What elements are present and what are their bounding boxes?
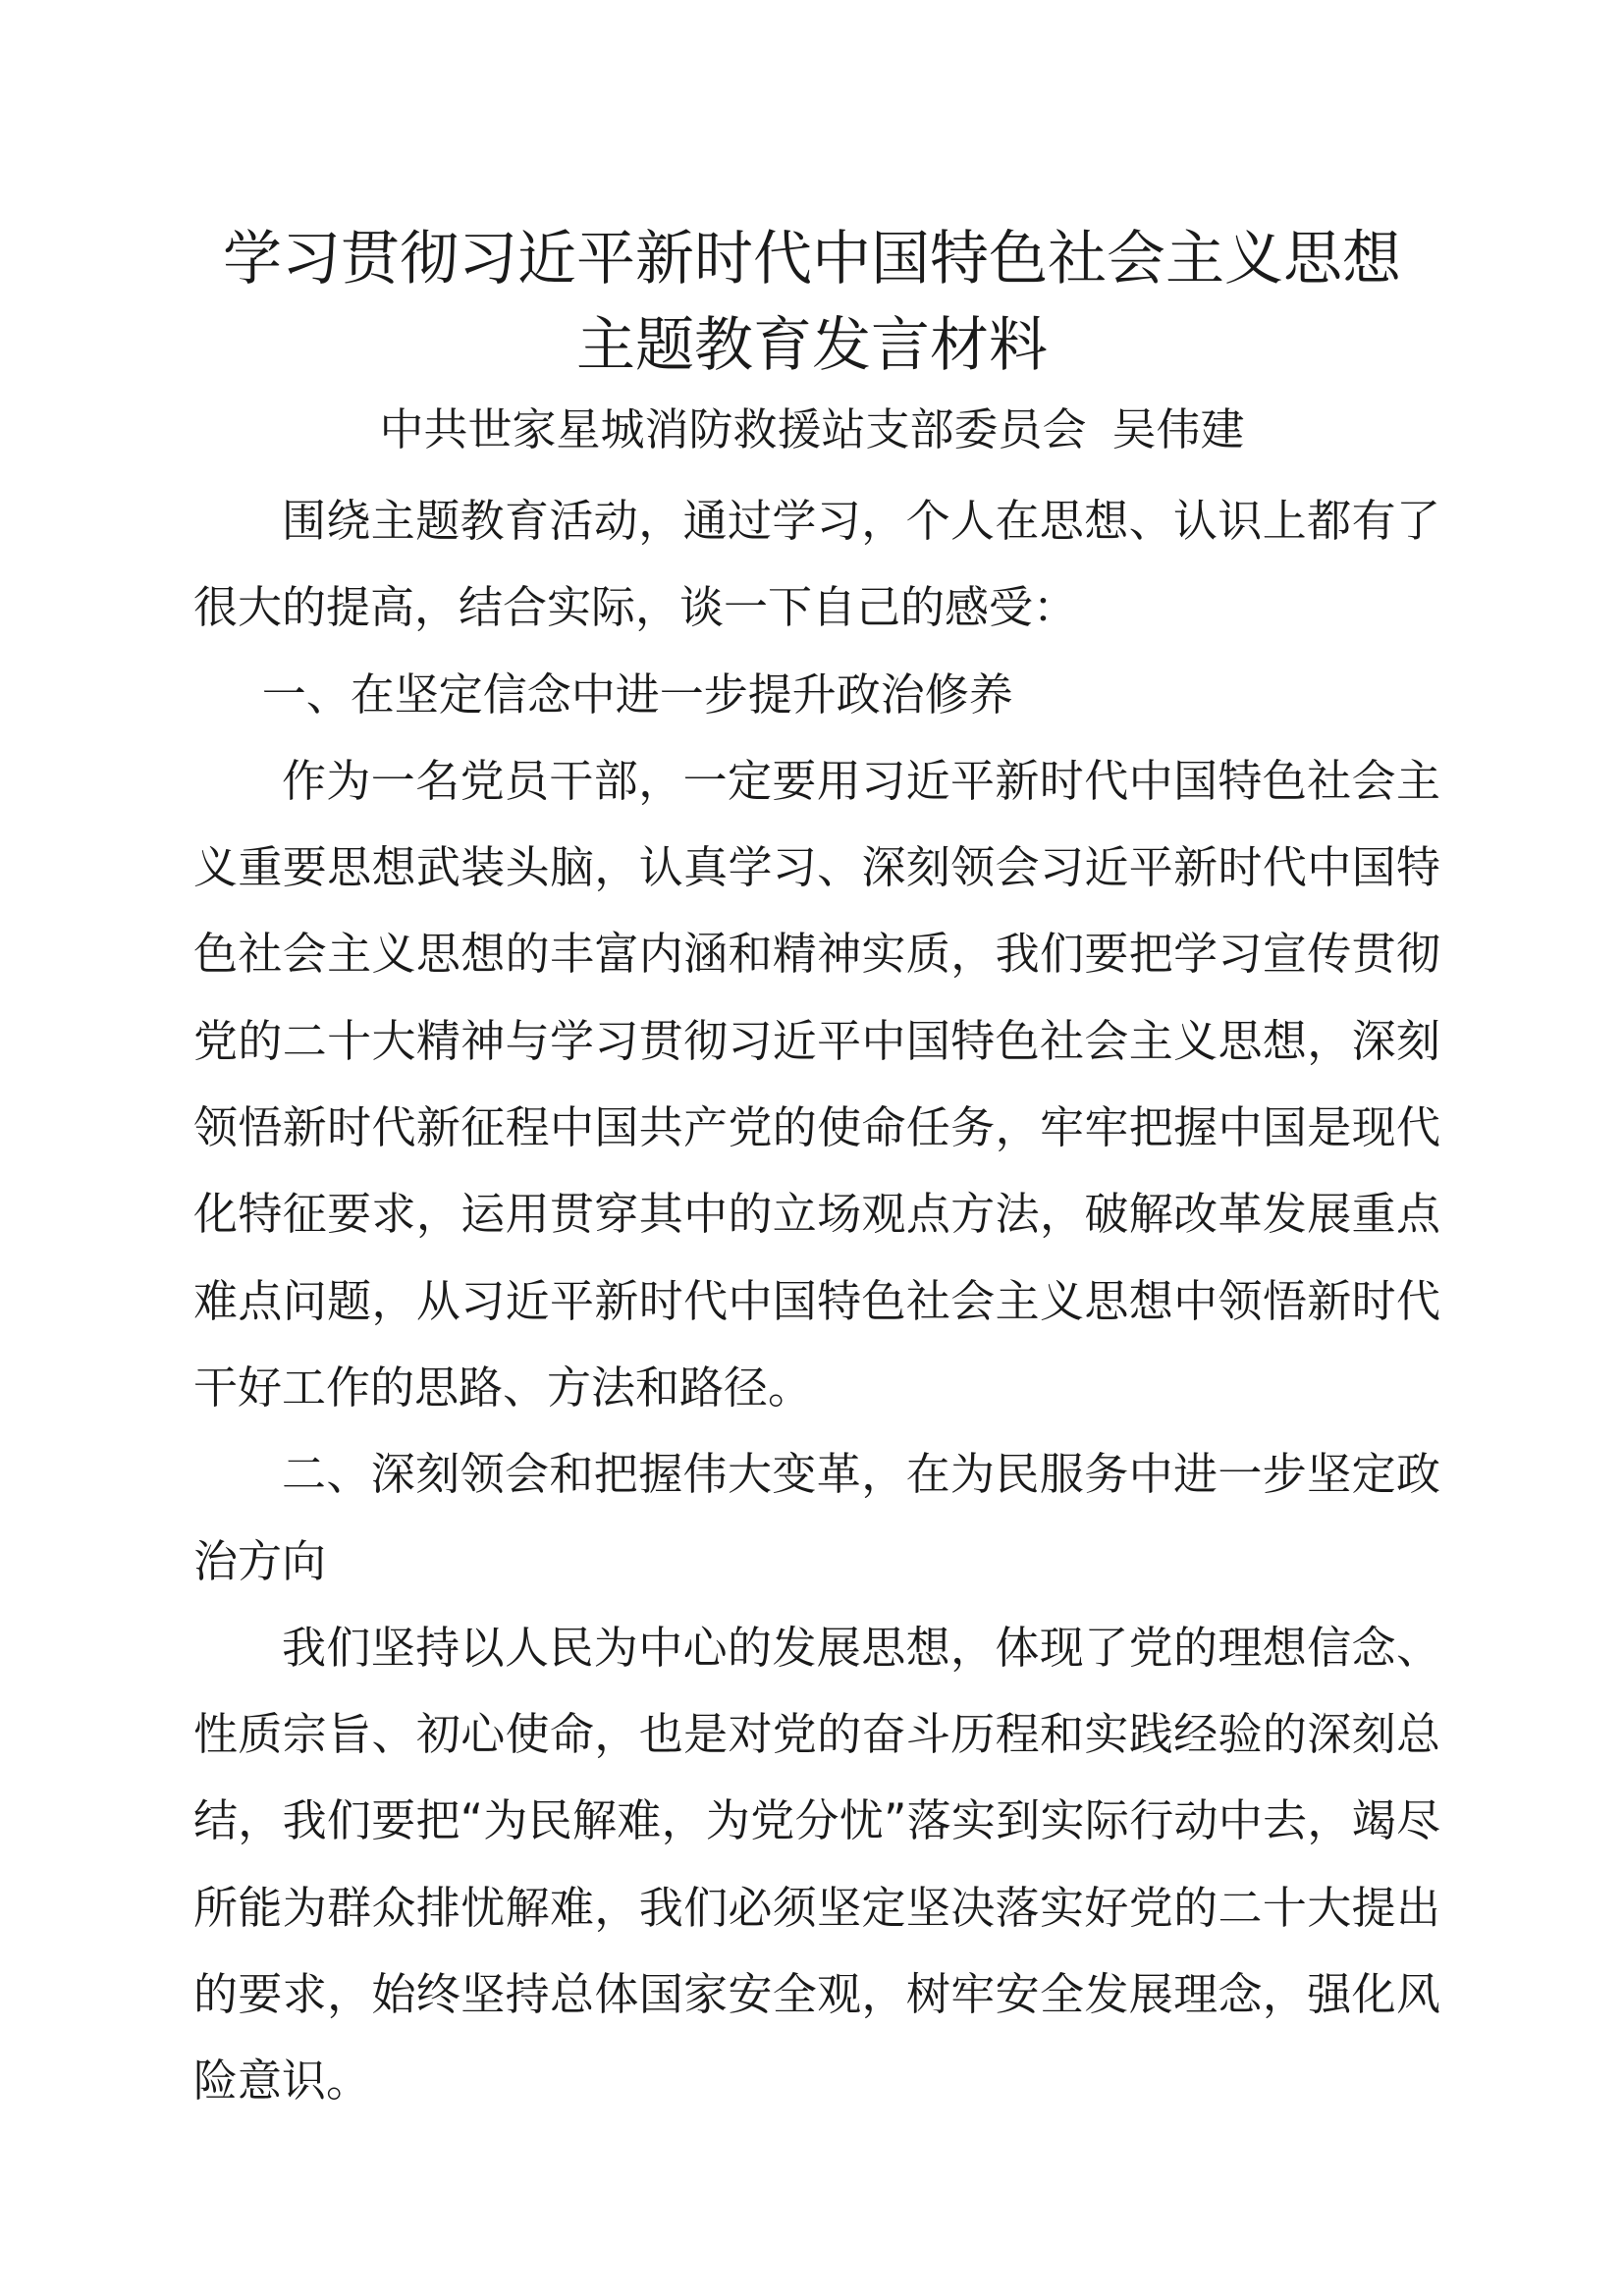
section-heading-2: 二、深刻领会和把握伟大变革，在为民服务中进一步坚定政治方向 [193, 1448, 1440, 1587]
intro-paragraph: 围绕主题教育活动，通过学习，个人在思想、认识上都有了很大的提高，结合实际，谈一下自己的感受： [193, 495, 1440, 634]
section-heading-1: 一、在坚定信念中进一步提升政治修养 [261, 667, 1013, 721]
author-name: 吴伟建 [1111, 403, 1245, 455]
document-title-line-1: 学习贯彻习近平新时代中国特色社会主义思想 [223, 225, 1401, 294]
author-line [147, 393, 1477, 467]
document-title-line-2: 主题教育发言材料 [576, 311, 1048, 380]
document-body [193, 478, 1440, 2125]
section-2-paragraph: 我们坚持以人民为中心的发展思想，体现了党的理想信念、性质宗旨、初心使命，也是对党的奋斗历程和实践经验的深刻总结，我们要把“为民解难，为党分忧”落实到实际行动中去，竭尽所能为群众排忧解难，我们必须坚定坚决落实好党的二十大提出的要求，始终坚持总体国家安全观，树牢安全发展理念，强化风险意识。 [193, 1621, 1440, 2108]
section-1-paragraph: 作为一名党员干部，一定要用习近平新时代中国特色社会主义重要思想武装头脑，认真学习、深刻领会习近平新时代中国特色社会主义思想的丰富内涵和精神实质，我们要把学习宣传贯彻党的二十大精神与学习贯彻习近平中国特色社会主义思想，深刻领悟新时代新征程中国共产党的使命任务，牢牢把握中国是现代化特征要求，运用贯穿其中的立场观点方法，破解改革发展重点难点问题，从习近平新时代中国特色社会主义思想中领悟新时代干好工作的思路、方法和路径。 [193, 754, 1440, 1414]
author-organization: 中共世家星城消防救援站支部委员会 [379, 403, 1087, 455]
